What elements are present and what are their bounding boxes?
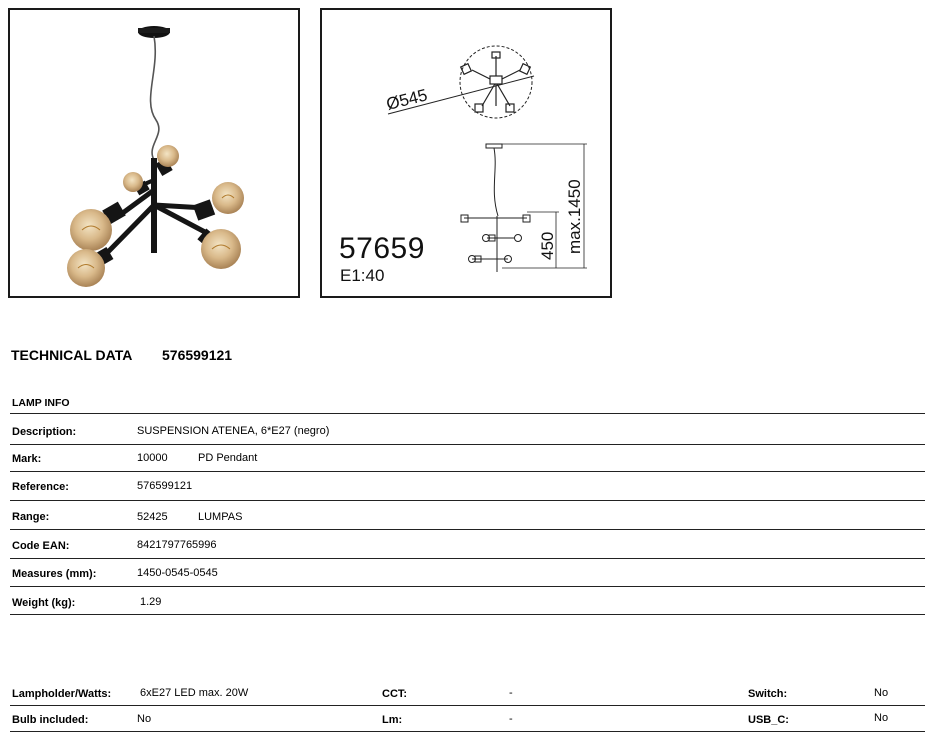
divider bbox=[10, 500, 925, 501]
divider bbox=[10, 471, 925, 472]
code-ean-value: 8421797765996 bbox=[137, 539, 217, 551]
divider bbox=[10, 413, 925, 414]
description-label: Description: bbox=[12, 426, 77, 438]
switch-label: Switch: bbox=[748, 688, 788, 700]
pendant-lamp-photo bbox=[10, 10, 298, 296]
divider bbox=[10, 705, 925, 706]
mark-value: 10000 bbox=[137, 452, 168, 464]
technical-data-title: TECHNICAL DATA bbox=[11, 347, 133, 363]
weight-label: Weight (kg): bbox=[12, 597, 76, 609]
mark-extra: PD Pendant bbox=[198, 452, 258, 464]
range-label: Range: bbox=[12, 511, 50, 523]
lamp-info-header: LAMP INFO bbox=[12, 397, 70, 409]
switch-value: No bbox=[874, 687, 889, 699]
scale-label: E1:40 bbox=[340, 266, 385, 285]
lm-label: Lm: bbox=[382, 714, 403, 726]
height-label: 450 bbox=[538, 231, 557, 260]
description-value: SUSPENSION ATENEA, 6*E27 (negro) bbox=[137, 425, 330, 437]
measures-value: 1450-0545-0545 bbox=[137, 567, 218, 579]
range-extra: LUMPAS bbox=[198, 511, 243, 523]
reference-label: Reference: bbox=[12, 481, 69, 493]
technical-drawing-panel bbox=[320, 8, 612, 298]
max-height-label: max.1450 bbox=[565, 179, 584, 254]
range-value: 52425 bbox=[137, 511, 168, 523]
code-ean-label: Code EAN: bbox=[12, 540, 70, 552]
usb-c-label: USB_C: bbox=[748, 714, 789, 726]
diameter-label: Ø545 bbox=[384, 85, 430, 114]
lm-value: - bbox=[509, 713, 513, 725]
technical-data-reference: 576599121 bbox=[162, 347, 233, 363]
measures-label: Measures (mm): bbox=[12, 568, 97, 580]
divider bbox=[10, 586, 925, 587]
model-number: 57659 bbox=[339, 232, 425, 265]
lampholder-label: Lampholder/Watts: bbox=[12, 688, 112, 700]
divider bbox=[10, 558, 925, 559]
cct-label: CCT: bbox=[382, 688, 408, 700]
cct-value: - bbox=[509, 687, 513, 699]
bulb-included-label: Bulb included: bbox=[12, 714, 89, 726]
reference-value: 576599121 bbox=[137, 480, 193, 492]
usb-c-value: No bbox=[874, 712, 889, 724]
lampholder-value: 6xE27 LED max. 20W bbox=[140, 687, 249, 699]
product-photo-panel bbox=[8, 8, 300, 298]
divider bbox=[10, 444, 925, 445]
divider bbox=[10, 731, 925, 732]
weight-value: 1.29 bbox=[140, 596, 162, 608]
divider bbox=[10, 614, 925, 615]
divider bbox=[10, 529, 925, 530]
mark-label: Mark: bbox=[12, 453, 42, 465]
bulb-included-value: No bbox=[137, 713, 152, 725]
